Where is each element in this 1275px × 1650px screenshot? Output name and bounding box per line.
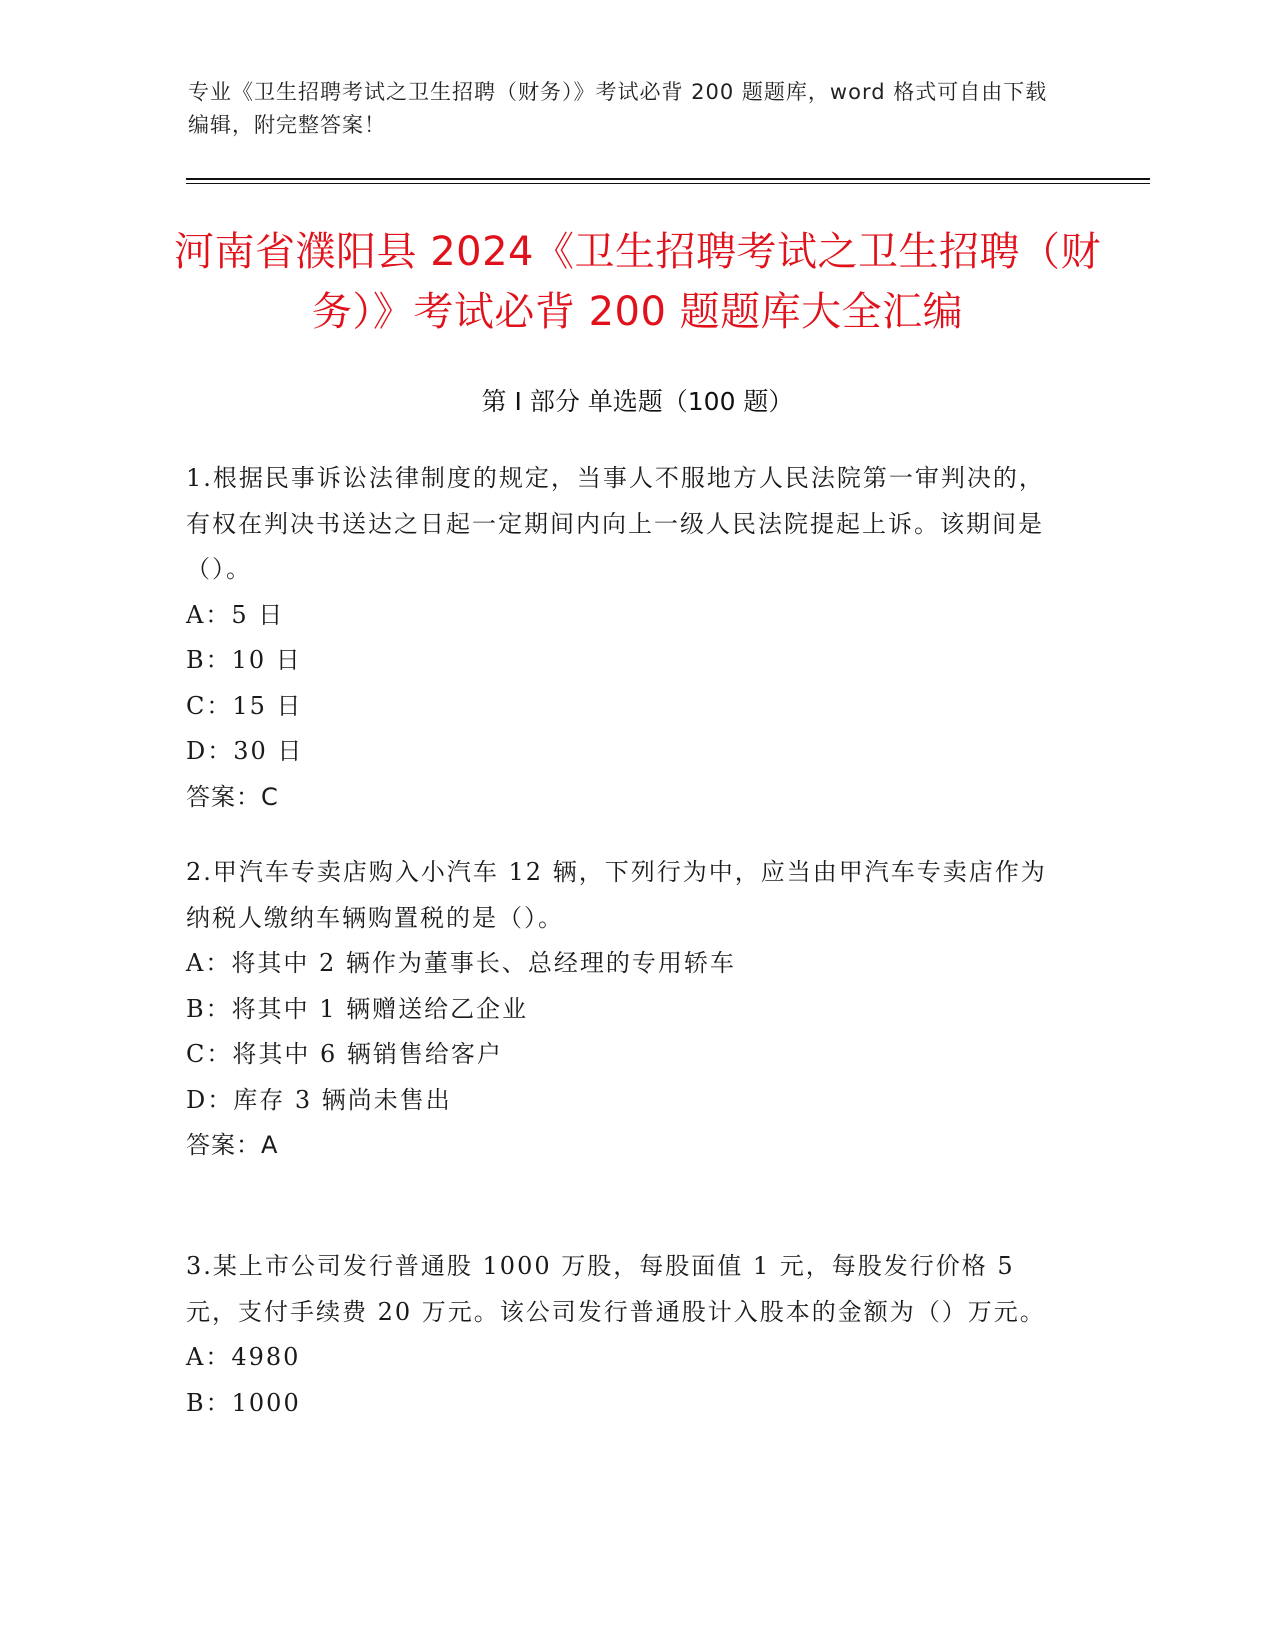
question-stem: 2.甲汽车专卖店购入小汽车 12 辆，下列行为中，应当由甲汽车专卖店作为纳税人缴纳车辆购置税的是（）。 [186, 858, 1047, 932]
header-divider-thin [186, 183, 1150, 184]
question-stem: 1.根据民事诉讼法律制度的规定，当事人不服地方人民法院第一审判决的，有权在判决书送达之日起一定期间内向上一级人民法院提起上诉。该期间是（）。 [186, 464, 1045, 583]
option-d: D：30 日 [186, 737, 304, 765]
header-divider-thick [186, 178, 1150, 180]
option-b: B：10 日 [186, 646, 302, 674]
option-c: C：将其中 6 辆销售给客户 [186, 1040, 503, 1068]
option-a: A：将其中 2 辆作为董事长、总经理的专用轿车 [186, 949, 736, 977]
option-d: D：库存 3 辆尚未售出 [186, 1085, 452, 1114]
option-a: A：4980 [186, 1343, 301, 1371]
option-a: A：5 日 [186, 600, 285, 629]
answer: 答案：C [186, 782, 279, 811]
question-1 [186, 456, 1066, 820]
option-c: C：15 日 [186, 691, 303, 720]
answer: 答案：A [186, 1131, 279, 1159]
question-2 [186, 850, 1066, 1169]
option-b: B：将其中 1 辆赠送给乙企业 [186, 994, 529, 1023]
question-3 [186, 1244, 1066, 1426]
document-title: 河南省濮阳县 2024《卫生招聘考试之卫生招聘（财务）》考试必背 200 题题库大全汇编 [173, 229, 1101, 335]
header-note: 专业《卫生招聘考试之卫生招聘（财务）》考试必背 200 题题库，word 格式可自由下载编辑，附完整答案！ [188, 80, 1048, 137]
section-title: 第 I 部分 单选题（100 题） [481, 387, 794, 416]
question-stem: 3.某上市公司发行普通股 1000 万股，每股面值 1 元，每股发行价格 5 元，支付手续费 20 万元。该公司发行普通股计入股本的金额为（）万元。 [186, 1252, 1046, 1326]
option-b: B：1000 [186, 1388, 301, 1417]
